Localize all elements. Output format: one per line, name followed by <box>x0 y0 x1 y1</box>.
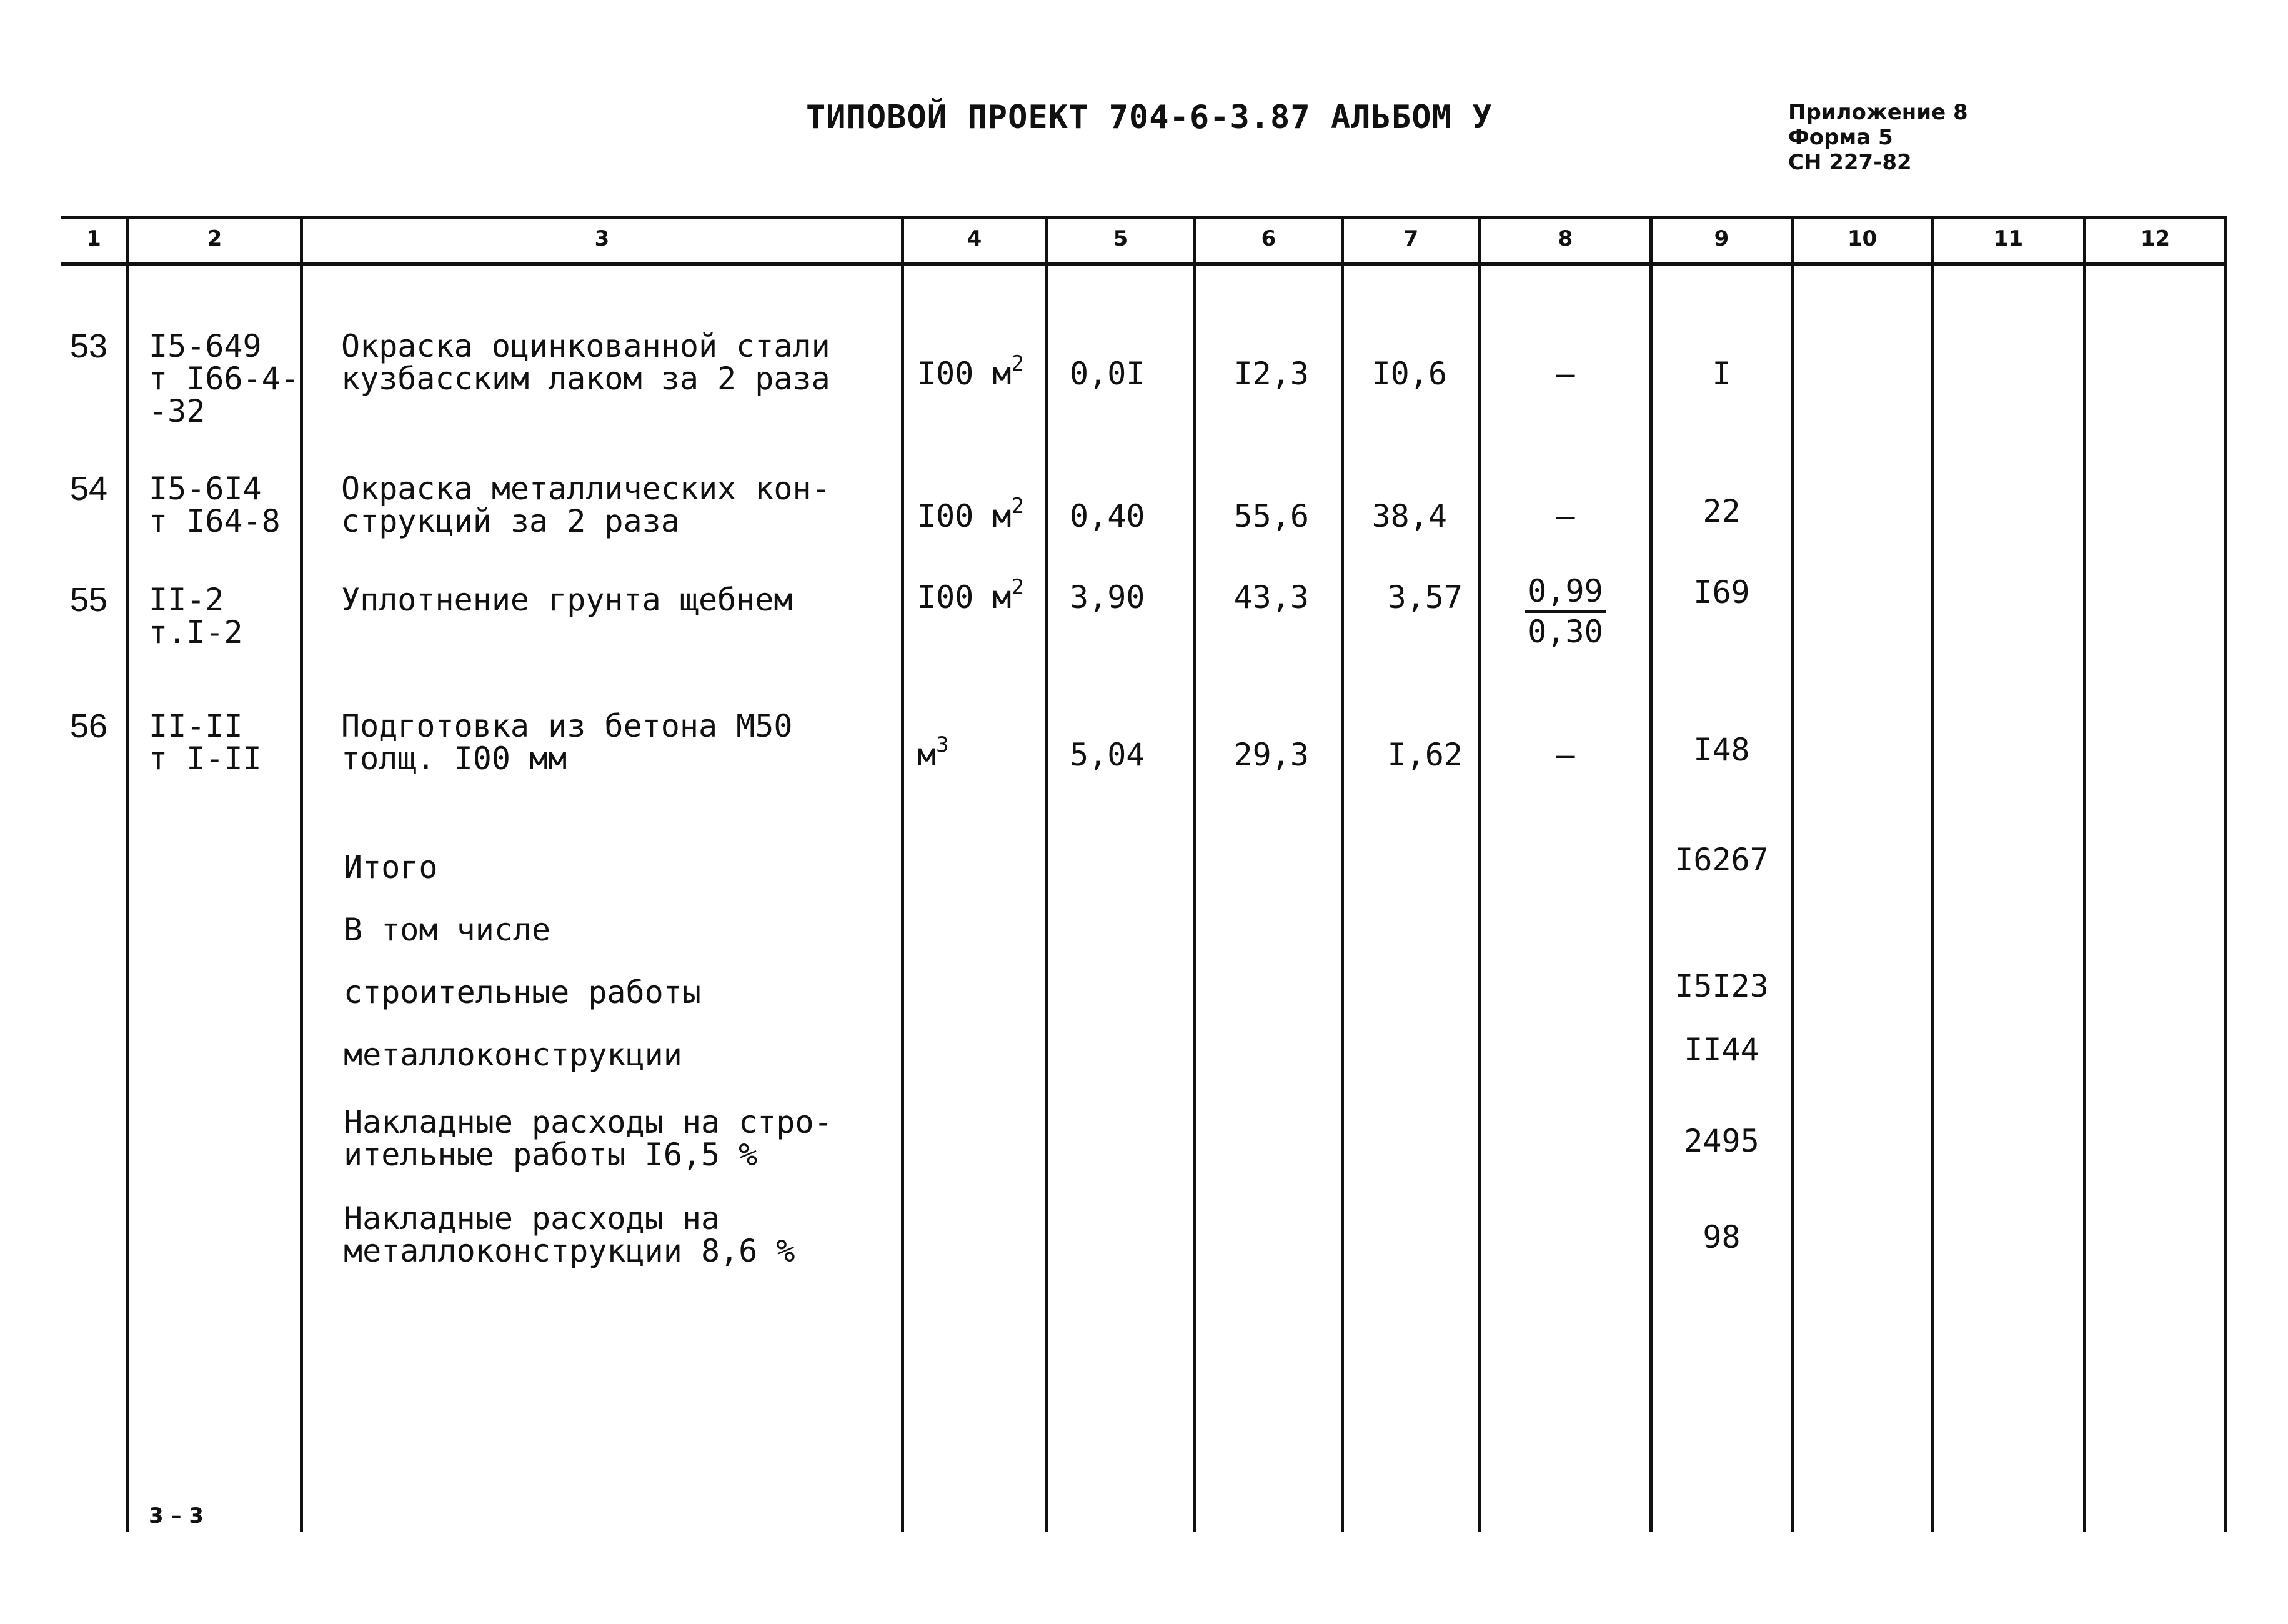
steel-structures-label: металлоконструкции <box>344 1037 682 1073</box>
col-header-8: 8 <box>1558 226 1573 251</box>
row-code <box>149 472 281 537</box>
description-line: толщ. I00 мм <box>341 740 567 777</box>
col-header-1: 1 <box>86 226 101 251</box>
col-header-11: 11 <box>1993 226 2024 251</box>
label-line: Накладные расходы на <box>344 1200 720 1237</box>
code-line: -32 <box>149 393 206 429</box>
description-line: кузбасским лаком за 2 раза <box>341 361 830 397</box>
col-divider-9 <box>1791 216 1794 1532</box>
unit-text: I00 м <box>917 498 1012 534</box>
standard-line: СН 227-82 <box>1788 150 1912 175</box>
sheet-code: 3 – 3 <box>149 1503 204 1528</box>
unit-text: м <box>917 737 937 773</box>
row-description <box>341 710 792 775</box>
col-header-6: 6 <box>1261 226 1276 251</box>
col-divider-2 <box>300 216 303 1532</box>
col-header-4: 4 <box>967 226 982 251</box>
row-unit <box>917 575 1024 615</box>
col-header-10: 10 <box>1847 226 1878 251</box>
label-line: ительные работы I6,5 % <box>344 1137 758 1173</box>
row-quantity: 0,40 <box>1070 498 1145 534</box>
row-unit <box>917 351 1024 392</box>
unit-exponent: 2 <box>1011 575 1024 600</box>
row-code <box>149 330 299 427</box>
steel-structures-value: II44 <box>1684 1032 1759 1068</box>
col-header-2: 2 <box>207 226 222 251</box>
row-description <box>341 472 830 537</box>
total-value: I6267 <box>1674 842 1769 878</box>
code-line: т I66-4- <box>149 361 299 397</box>
row-col7: 38,4 <box>1371 498 1447 534</box>
row-quantity: 5,04 <box>1070 737 1145 773</box>
unit-text: I00 м <box>917 356 1012 392</box>
row-code <box>149 710 262 775</box>
construction-works-value: I5I23 <box>1674 968 1769 1004</box>
row-col7: 3,57 <box>1387 579 1463 615</box>
col-header-3: 3 <box>594 226 610 251</box>
label-line: металлоконструкции 8,6 % <box>344 1233 795 1269</box>
overhead-steel-label <box>344 1202 795 1267</box>
overhead-steel-value: 98 <box>1703 1219 1741 1255</box>
subtotal-label: В том числе <box>344 912 551 948</box>
construction-works-label: строительные работы <box>344 974 701 1010</box>
col-divider-11 <box>2083 216 2086 1532</box>
row-col9: I48 <box>1693 732 1750 768</box>
row-number: 53 <box>70 327 108 365</box>
row-description <box>341 330 830 395</box>
row-col8: – <box>1556 737 1575 773</box>
overhead-construction-value: 2495 <box>1684 1123 1759 1159</box>
appendix-line: Приложение 8 <box>1788 100 1968 125</box>
col-divider-12 <box>2224 216 2227 1532</box>
col-header-7: 7 <box>1403 226 1419 251</box>
label-line: Накладные расходы на стро- <box>344 1104 833 1140</box>
unit-exponent: 2 <box>1011 494 1024 519</box>
col-header-5: 5 <box>1113 226 1128 251</box>
code-line: II-2 <box>149 582 224 618</box>
fraction-numerator: 0,99 <box>1525 572 1605 613</box>
row-quantity: 3,90 <box>1070 579 1145 615</box>
row-col6: 55,6 <box>1233 498 1309 534</box>
row-unit <box>917 732 949 773</box>
code-line: т I64-8 <box>149 503 281 539</box>
description-line: Подготовка из бетона М50 <box>341 708 793 744</box>
col-divider-1 <box>126 216 129 1532</box>
row-quantity: 0,0I <box>1070 356 1145 392</box>
row-number: 54 <box>70 470 108 507</box>
code-line: I5-649 <box>149 328 262 364</box>
description-line: Уплотнение грунта щебнем <box>341 582 793 618</box>
code-line: II-II <box>149 708 243 744</box>
fraction-denominator: 0,30 <box>1528 614 1603 650</box>
row-col7: I0,6 <box>1371 356 1447 392</box>
row-description <box>341 584 792 616</box>
col-divider-4 <box>1045 216 1048 1532</box>
unit-exponent: 2 <box>1011 351 1024 376</box>
row-number: 56 <box>70 707 108 745</box>
row-col8: – <box>1556 498 1575 534</box>
row-col8-fraction <box>1481 572 1649 650</box>
row-col6: I2,3 <box>1233 356 1309 392</box>
row-col6: 43,3 <box>1233 579 1309 615</box>
unit-exponent: 3 <box>936 732 949 757</box>
row-col9: I <box>1712 356 1731 392</box>
col-divider-3 <box>901 216 904 1532</box>
col-divider-5 <box>1193 216 1196 1532</box>
row-col6: 29,3 <box>1233 737 1309 773</box>
row-unit <box>917 494 1024 534</box>
form-line: Форма 5 <box>1788 125 1893 150</box>
description-line: Окраска металлических кон- <box>341 471 830 507</box>
code-line: т I-II <box>149 740 262 777</box>
col-divider-10 <box>1931 216 1934 1532</box>
code-line: I5-6I4 <box>149 471 262 507</box>
description-line: струкций за 2 раза <box>341 503 680 539</box>
row-col8: – <box>1556 356 1575 392</box>
row-number: 55 <box>70 581 108 619</box>
col-header-9: 9 <box>1714 226 1729 251</box>
appendix-note <box>1788 100 2038 175</box>
unit-text: I00 м <box>917 579 1012 615</box>
col-header-12: 12 <box>2140 226 2171 251</box>
description-line: Окраска оцинкованной стали <box>341 328 830 364</box>
overhead-construction-label <box>344 1106 833 1171</box>
document-title: ТИПОВОЙ ПРОЕКТ 704-6-3.87 АЛЬБОМ У <box>806 99 1493 136</box>
col-divider-7 <box>1478 216 1481 1532</box>
table-top-rule <box>61 216 2227 219</box>
total-label: Итого <box>344 849 438 885</box>
row-code <box>149 584 243 649</box>
col-divider-6 <box>1341 216 1344 1532</box>
row-col9: 22 <box>1703 493 1741 529</box>
row-col7: I,62 <box>1387 737 1463 773</box>
code-line: т.I-2 <box>149 614 243 650</box>
row-col9: I69 <box>1693 574 1750 610</box>
